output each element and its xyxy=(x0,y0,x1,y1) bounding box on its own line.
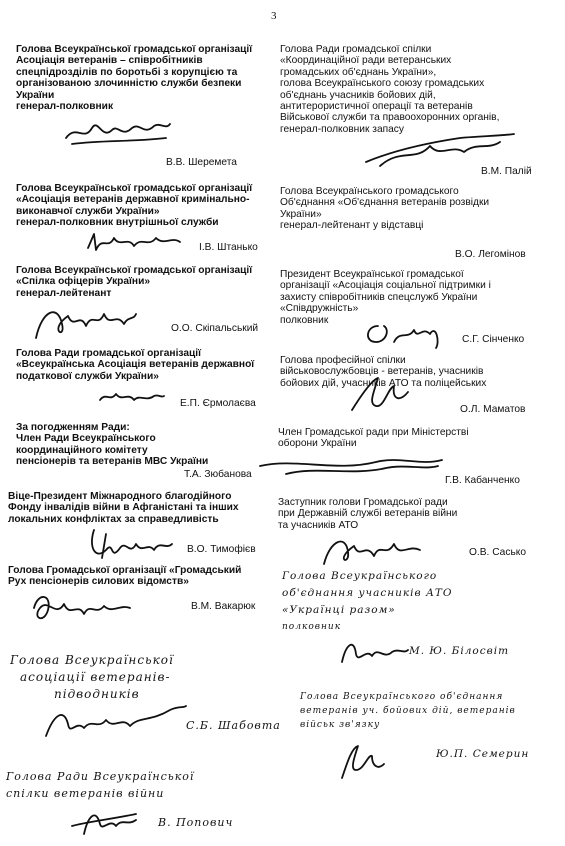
signature-vakariuk xyxy=(26,588,138,630)
signature-sasko xyxy=(316,530,426,570)
left-signatory-2-name: І.В. Штанько xyxy=(199,242,258,253)
signature-tymofieiev xyxy=(84,522,176,566)
title-line: генерал-полковник внутрішньої служби xyxy=(16,217,219,229)
signature-sheremeta xyxy=(62,112,174,152)
title-line: Об'єднання «Об'єднання ветеранів розвідки xyxy=(280,197,490,209)
title-line: громадських об'єднань України», xyxy=(280,66,437,78)
title-line: пенсіонерів та ветеранів МВС України xyxy=(16,456,209,468)
handwritten-line: полковник xyxy=(282,622,342,632)
handwritten-block-left-b xyxy=(6,768,194,802)
title-line: Фонду інвалідів війни в Афганістані та інших xyxy=(8,502,239,514)
handwritten-name-semeryn: Ю.П. Семерин xyxy=(436,748,530,760)
title-line: організованою злочинністю служби безпеки xyxy=(16,78,242,90)
handwritten-line: Голова Ради Всеукраїнської xyxy=(6,770,195,783)
signature-shtanko xyxy=(84,228,184,256)
right-signatory-2-name: В.О. Легомінов xyxy=(455,249,526,260)
title-line: України xyxy=(16,89,55,101)
handwritten-name-shabovta: С.Б. Шабовта xyxy=(186,719,281,732)
title-line: антитерористичної операції та ветеранів xyxy=(280,101,473,113)
handwritten-line: підводників xyxy=(54,687,140,701)
title-line: Член Ради Всеукраїнського xyxy=(16,433,156,445)
title-line: Віце-Президент Міжнародного благодійного xyxy=(8,491,232,502)
left-signatory-3-name: О.О. Скіпальський xyxy=(171,323,259,334)
title-line: Голова Всеукраїнської громадської організації xyxy=(16,265,253,276)
handwritten-name-popovych: В. Попович xyxy=(158,816,234,829)
title-line: полковник xyxy=(280,314,329,326)
title-line: Голова Ради громадської організації xyxy=(16,348,201,359)
title-line: оборони України xyxy=(278,438,357,450)
handwritten-line: спілки ветеранів війни xyxy=(6,787,165,800)
title-line: захисту співробітників спецслужб України xyxy=(280,291,478,303)
title-line: організації «Асоціація соціальної підтримки і xyxy=(280,280,491,292)
title-line: Асоціація ветеранів – співробітників xyxy=(16,55,203,67)
title-line: «Спілка офіцерів України» xyxy=(16,276,150,288)
title-line: Президент Всеукраїнської громадської xyxy=(280,269,464,280)
title-line: Голова Всеукраїнського громадського xyxy=(280,186,459,197)
left-signatory-2-title xyxy=(16,183,252,229)
title-line: генерал-полковник запасу xyxy=(280,123,404,135)
left-signatory-1-name: В.В. Шеремета xyxy=(166,157,237,168)
signature-shabovta xyxy=(40,700,190,744)
left-signatory-5-title xyxy=(16,422,208,468)
title-line: голова Всеукраїнського союзу громадських xyxy=(280,78,485,90)
title-line: податкової служби України» xyxy=(16,370,159,382)
left-signatory-7-name: В.М. Вакарюк xyxy=(191,601,256,612)
title-line: «Всеукраїнська Асоціація ветеранів державної xyxy=(16,359,255,371)
handwritten-name-bilosvit: М. Ю. Білосвіт xyxy=(409,645,510,657)
right-signatory-1-name: В.М. Палій xyxy=(481,166,532,177)
title-line: Голова Всеукраїнської громадської організації xyxy=(16,44,253,55)
right-signatory-6-name: О.В. Сасько xyxy=(469,547,526,558)
title-line: «Координаційної ради ветеранських xyxy=(280,55,452,67)
right-signatory-1-title xyxy=(280,44,499,135)
left-signatory-4-name: Е.П. Єрмолаєва xyxy=(180,398,256,409)
signature-popovych xyxy=(66,800,146,838)
title-line: Голова Всеукраїнської громадської організації xyxy=(16,183,253,194)
title-line: Заступник голови Громадської ради xyxy=(278,497,448,508)
page-number: 3 xyxy=(271,10,277,22)
title-line: координаційного комітету xyxy=(16,444,148,456)
signature-yermolaieva xyxy=(96,386,166,406)
title-line: Голова Ради громадської спілки xyxy=(280,44,432,55)
title-line: бойових дій, учасників АТО та поліцейських xyxy=(280,377,487,389)
handwritten-line: «Українці разом» xyxy=(282,604,396,616)
title-line: та учасників АТО xyxy=(278,519,359,531)
title-line: Військової служби та правоохоронних органів, xyxy=(280,112,500,124)
signature-sinchenko xyxy=(360,312,452,352)
title-line: Голова професійної спілки xyxy=(280,355,406,366)
right-signatory-6-title xyxy=(278,497,457,531)
handwritten-block-left-a xyxy=(10,652,174,703)
title-line: об'єднань учасників бойових дій, xyxy=(280,89,436,101)
title-line: Член Громадської ради при Міністерстві xyxy=(278,427,469,438)
handwritten-block-right-b xyxy=(300,690,516,732)
title-line: генерал-полковник xyxy=(16,101,114,113)
title-line: «Співдружність» xyxy=(280,303,359,315)
title-line: генерал-лейтенант xyxy=(16,287,112,299)
handwritten-line: ветеранів уч. бойових дій, ветеранів xyxy=(300,706,516,716)
handwritten-block-right-a xyxy=(282,568,453,636)
right-signatory-3-name: С.Г. Сінченко xyxy=(462,334,525,345)
title-line: За погодженням Ради: xyxy=(16,422,130,433)
signature-semeryn xyxy=(332,740,388,784)
title-line: військовослужбовців - ветеранів, учасників xyxy=(280,366,484,378)
signature-kabanchenko xyxy=(256,448,446,484)
title-line: спецпідрозділів по боротьбі з корупцією та xyxy=(16,66,238,78)
signature-mamatov xyxy=(346,372,416,416)
handwritten-line: асоціації ветеранів- xyxy=(20,670,171,684)
handwritten-line: об'єднання учасників АТО xyxy=(282,587,453,599)
left-signatory-4-title xyxy=(16,348,254,382)
title-line: «Асоціація ветеранів державної кримінально- xyxy=(16,194,250,206)
title-line: Рух пенсіонерів силових відомств» xyxy=(8,576,189,588)
left-signatory-1-title xyxy=(16,44,252,112)
title-line: генерал-лейтенант у відставці xyxy=(280,220,424,232)
left-signatory-6-title xyxy=(8,491,239,525)
left-signatory-3-title xyxy=(16,265,252,299)
title-line: виконавчої служби України» xyxy=(16,205,160,217)
handwritten-line: Голова Всеукраїнської xyxy=(10,653,174,667)
left-signatory-7-title xyxy=(8,565,241,588)
title-line: при Державній службі ветеранів війни xyxy=(278,508,458,520)
left-signatory-5-name: Т.А. Зюбанова xyxy=(184,469,252,480)
signature-skipalskyi xyxy=(28,300,140,344)
right-signatory-4-name: О.Л. Маматов xyxy=(460,404,526,415)
right-signatory-2-title xyxy=(280,186,489,232)
handwritten-line: військ зв'язку xyxy=(300,720,381,730)
right-signatory-5-title xyxy=(278,427,469,450)
title-line: України» xyxy=(280,208,322,220)
signature-bilosvit xyxy=(336,634,412,668)
title-line: Голова Громадської організації «Громадський xyxy=(8,565,242,576)
handwritten-line: Голова Всеукраїнського об'єднання xyxy=(300,692,504,702)
right-signatory-5-name: Г.В. Кабанченко xyxy=(445,475,520,486)
title-line: локальних конфліктах за справедливість xyxy=(8,513,219,525)
left-signatory-6-name: В.О. Тимофієв xyxy=(187,544,256,555)
handwritten-line: Голова Всеукраїнського xyxy=(282,570,438,582)
